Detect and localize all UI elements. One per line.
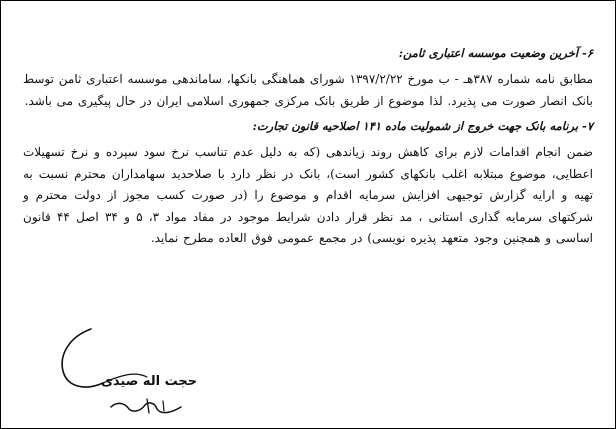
signatory-name: حجت اله صیدی	[101, 374, 198, 389]
section-6-paragraph: مطابق نامه شماره ۳۸۷هـ - ب مورخ ۱۳۹۷/۲/۲۲ شورای هماهنگی بانکها، ساماندهی موسسه اعتباری ثامن توسط بانک انصار صورت می پذیرد. لذا موضوع از طریق بانک مرکزی جمهوری اسلامی ایران در حال پیگیری می باشد.	[22, 72, 593, 108]
handwritten-signature	[51, 321, 201, 421]
section-7-paragraph: ضمن انجام اقدامات لازم برای کاهش روند زیاندهی (که به دلیل عدم تناسب نرخ سود سپرده و نرخ تسهیلات اعطایی، موضوع مبتلابه اغلب بانکهای کشور است)، بانک در نظر دارد با صلاحدید سهامداران محترم نسبت به تهیه و ارایه گزارش توجیهی افزایش سرمایه اقدام و موضوع را (در صورت کسب مجوز از دولت محترم و شرکتهای سرمایه گذاری استانی ، مد نظر قرار دادن شرایط موجود در مفاد مواد ۳، ۵ و ۳۴ اصل ۴۴ قانون اساسی و همچنین وجود متعهد پذیره نویسی) در مجمع عمومی فوق العاده مطرح نماید.	[23, 145, 594, 245]
section-7-heading: ۷- برنامه بانک جهت خروج از شمولیت ماده ۱۴۱ اصلاحیه قانون تجارت:	[252, 119, 593, 133]
section-6-heading: ۶- آخرین وضعیت موسسه اعتباری ثامن:	[398, 46, 593, 60]
document-body	[23, 43, 593, 254]
